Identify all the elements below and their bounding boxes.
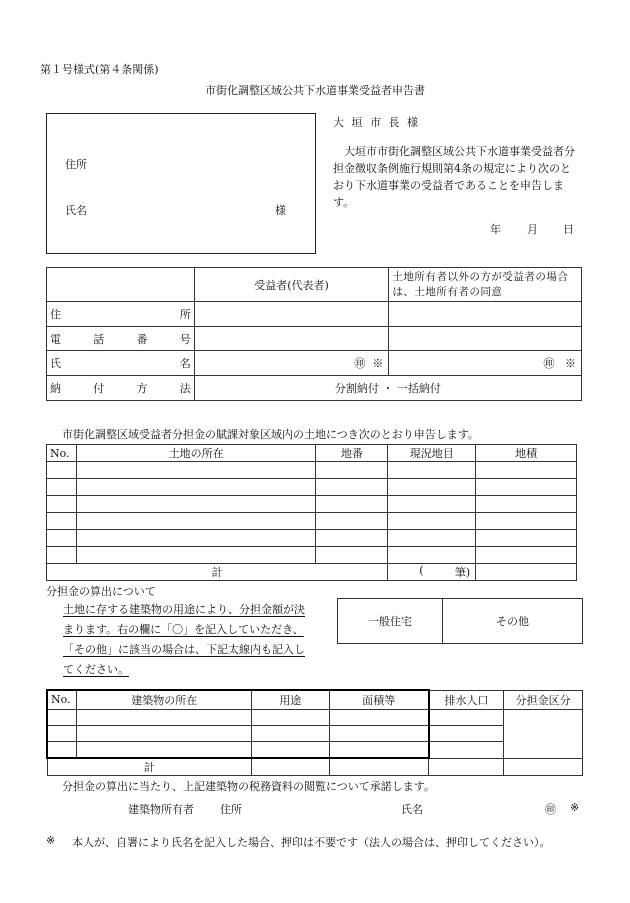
land-count-cell[interactable]: ( 筆) — [388, 564, 476, 581]
date-month: 月 — [527, 223, 538, 236]
note-mark: ※ — [565, 357, 576, 370]
row-label-phone: 電 話 番 号 — [47, 327, 195, 351]
land-table — [46, 444, 577, 581]
applicant-box — [46, 113, 316, 254]
header-representative: 受益者(代表者) — [194, 268, 389, 302]
note-mark: ※ — [372, 357, 384, 370]
owner-address-label: 住所 — [220, 803, 242, 816]
table-row — [47, 530, 577, 547]
owner-name-field[interactable] — [389, 351, 582, 376]
owner-label: 建築物所有者 — [128, 803, 194, 816]
applicant-name-label: 氏名 — [65, 204, 87, 217]
charge-category-field[interactable] — [504, 709, 583, 758]
rep-name-field[interactable] — [194, 351, 389, 376]
land-col-location: 土地の所在 — [76, 445, 315, 462]
seal-mark: ㊞ — [543, 357, 555, 370]
date-year: 年 — [490, 223, 501, 236]
rep-address-field[interactable] — [194, 302, 389, 327]
building-col-location: 建築物の所在 — [77, 690, 251, 709]
building-col-category: 分担金区分 — [504, 690, 583, 709]
row-label-name: 氏 名 — [47, 351, 195, 376]
row-label-address: 住 所 — [47, 302, 195, 327]
header-owner-consent: 土地所有者以外の方が受益者の場合は、土地所有者の同意 — [389, 268, 582, 302]
consent-text: 分担金の算出に当たり、上記建築物の税務資料の閲覧について承諾します。 — [62, 780, 435, 793]
table-row — [47, 479, 577, 496]
seal-mark: ㊞ — [354, 357, 366, 370]
building-col-use: 用途 — [251, 690, 329, 709]
building-col-no: No. — [47, 690, 77, 709]
addressee: 大 垣 市 長 様 — [333, 116, 420, 129]
declaration-text: 大垣市市街化調整区域公共下水道事業受益者分担金徴収条例施行規則第4条の規定により次のとおり下水道事業の受益者であることを申告します。 — [333, 145, 575, 209]
building-total-label: 計 — [47, 758, 251, 776]
form-title: 市街化調整区域公共下水道事業受益者申告書 — [205, 84, 425, 97]
row-label-payment: 納 付 方 法 — [47, 376, 195, 401]
building-col-population: 排水人口 — [429, 690, 504, 709]
beneficiary-table — [46, 267, 582, 401]
land-col-lot: 地番 — [316, 445, 388, 462]
table-row — [47, 725, 583, 741]
rep-phone-field[interactable] — [194, 327, 389, 351]
table-row — [47, 741, 583, 758]
footnote-mark: ※ — [46, 834, 56, 847]
payment-method-options[interactable]: 分割納付 ・ 一括納付 — [194, 376, 581, 401]
land-total-label: 計 — [47, 564, 388, 581]
land-total-row — [47, 564, 577, 581]
land-col-category: 現況地目 — [388, 445, 476, 462]
table-row — [47, 462, 577, 479]
table-row — [47, 547, 577, 564]
option-general-housing[interactable]: 一般住宅 — [338, 599, 443, 644]
land-intro: 市街化調整区域受益者分担金の賦課対象区域内の土地につき次のとおり申告します。 — [62, 428, 479, 441]
building-total-row — [47, 758, 583, 776]
use-options-table — [337, 598, 583, 644]
owner-note-mark: ※ — [570, 801, 580, 814]
applicant-address-label: 住所 — [65, 158, 87, 171]
applicant-sama: 様 — [275, 204, 286, 217]
table-row — [47, 496, 577, 513]
table-row — [47, 513, 577, 530]
owner-name-label: 氏名 — [401, 803, 423, 816]
land-col-no: No. — [47, 445, 77, 462]
owner-seal: ㊞ — [545, 803, 556, 816]
option-other[interactable]: その他 — [443, 599, 583, 644]
table-row — [47, 709, 583, 725]
owner-address-field[interactable] — [389, 302, 582, 327]
footnote-text: 本人が、自署により氏名を記入した場合、押印は不要です（法人の場合は、押印してください）。 — [72, 836, 551, 849]
calc-note: 土地に存する建築物の用途により、分担金額が決 まります。右の欄に「〇」を記入していただき、 「その他」に該当の場合は、下記太線内も記入し てください。 — [63, 603, 305, 676]
date-day: 日 — [563, 223, 574, 236]
blank-header-cell — [47, 268, 195, 302]
land-col-area: 地積 — [476, 445, 577, 462]
calc-heading: 分担金の算出について — [46, 585, 156, 598]
building-col-area: 面積等 — [329, 690, 429, 709]
building-table — [46, 689, 583, 776]
land-total-area[interactable] — [476, 564, 577, 581]
owner-phone-field[interactable] — [389, 327, 582, 351]
form-number: 第１号様式(第４条関係) — [40, 63, 159, 76]
